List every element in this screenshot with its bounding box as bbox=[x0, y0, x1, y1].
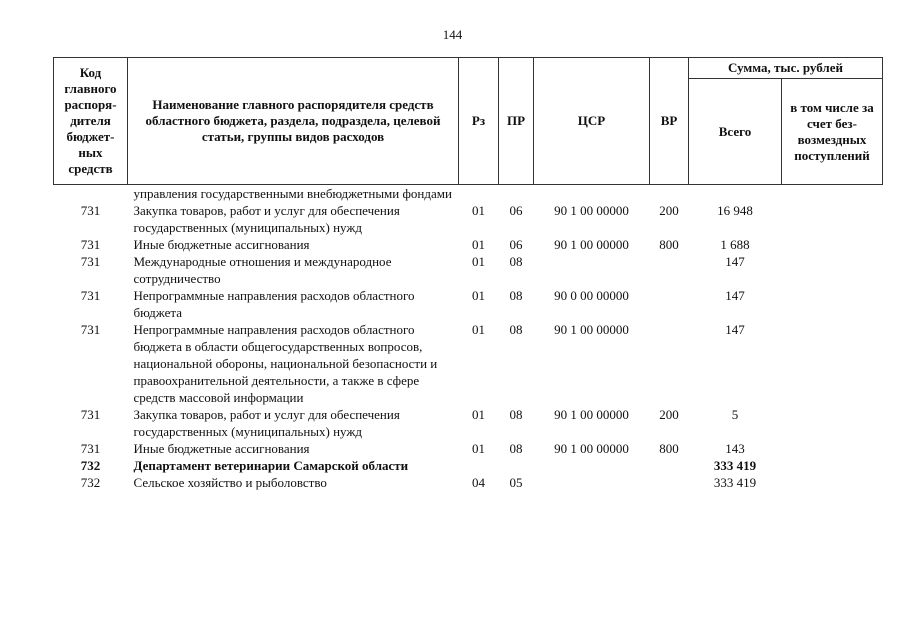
cell-csr bbox=[534, 474, 650, 491]
header-sum: Сумма, тыс. рублей bbox=[689, 58, 883, 79]
budget-table bbox=[53, 57, 883, 491]
cell-csr bbox=[534, 253, 650, 287]
cell-rz: 01 bbox=[472, 407, 485, 422]
table-row bbox=[54, 253, 883, 287]
cell-vr bbox=[650, 457, 689, 474]
cell-rz: 01 bbox=[472, 322, 485, 337]
cell-gratuitous bbox=[782, 236, 883, 253]
cell-total: 16 948 bbox=[717, 203, 753, 218]
cell-gratuitous bbox=[782, 440, 883, 457]
table-row bbox=[54, 457, 883, 474]
cell-total: 147 bbox=[725, 288, 745, 303]
cell-csr: 90 1 00 00000 bbox=[554, 322, 629, 337]
table-row bbox=[54, 474, 883, 491]
cell-name: Закупка товаров, работ и услуг для обеспечения государственных (муниципальных) нужд bbox=[133, 407, 400, 439]
cell-rz: 01 bbox=[472, 203, 485, 218]
cell-total bbox=[689, 185, 782, 203]
cell-gratuitous bbox=[782, 321, 883, 406]
cell-gratuitous bbox=[782, 457, 883, 474]
cell-name: Международные отношения и международное сотрудничество bbox=[133, 254, 392, 286]
cell-name: Непрограммные направления расходов областного бюджета в области общегосударственных вопросов, национальной обороны, национальной безопасности и правоохранительной деятельности, а также в сфере средств массовой информации bbox=[133, 322, 438, 405]
cell-csr: 90 1 00 00000 bbox=[554, 441, 629, 456]
cell-gratuitous bbox=[782, 474, 883, 491]
cell-vr bbox=[650, 185, 689, 203]
cell-vr: 200 bbox=[659, 203, 679, 218]
cell-code: 731 bbox=[80, 203, 101, 218]
table-row bbox=[54, 236, 883, 253]
cell-name: Непрограммные направления расходов областного бюджета bbox=[133, 288, 415, 320]
table-body bbox=[54, 185, 883, 492]
header-pr: ПР bbox=[499, 58, 534, 185]
cell-vr bbox=[650, 474, 689, 491]
cell-csr: 90 1 00 00000 bbox=[554, 203, 629, 218]
cell-rz: 01 bbox=[472, 237, 485, 252]
header-total: Всего bbox=[689, 79, 782, 185]
cell-name: Закупка товаров, работ и услуг для обеспечения государственных (муниципальных) нужд bbox=[133, 203, 400, 235]
page-number: 144 bbox=[442, 27, 463, 42]
header-csr: ЦСР bbox=[534, 58, 650, 185]
table-row bbox=[54, 287, 883, 321]
cell-csr: 90 0 00 00000 bbox=[554, 288, 629, 303]
cell-vr: 800 bbox=[659, 237, 679, 252]
cell-code: 731 bbox=[80, 288, 101, 303]
cell-total: 143 bbox=[725, 441, 745, 456]
cell-total: 333 419 bbox=[713, 475, 757, 490]
header-name: Наименование главного распорядителя средств областного бюджета, раздела, подраздела, целевой статьи, группы видов расходов bbox=[128, 58, 459, 185]
cell-pr: 08 bbox=[509, 441, 523, 456]
table-row bbox=[54, 202, 883, 236]
header-gratuitous: в том числе за счет без-возмездных поступлений bbox=[782, 79, 883, 185]
cell-vr bbox=[650, 287, 689, 321]
table-header bbox=[54, 58, 883, 185]
table-row bbox=[54, 185, 883, 203]
cell-code: 731 bbox=[80, 237, 101, 252]
cell-total: 147 bbox=[725, 322, 745, 337]
cell-pr: 08 bbox=[509, 254, 523, 269]
cell-name: Иные бюджетные ассигнования bbox=[133, 441, 310, 456]
cell-gratuitous bbox=[782, 287, 883, 321]
cell-csr: 90 1 00 00000 bbox=[554, 407, 629, 422]
cell-name: управления государственными внебюджетными фондами bbox=[133, 186, 452, 201]
cell-pr bbox=[499, 185, 534, 203]
cell-pr: 05 bbox=[509, 475, 523, 490]
header-code: Код главного распоря-дителя бюджет-ных средств bbox=[54, 58, 128, 185]
cell-code: 732 bbox=[80, 475, 101, 490]
cell-code: 731 bbox=[80, 407, 101, 422]
cell-code: 732 bbox=[80, 458, 101, 473]
cell-rz: 01 bbox=[472, 254, 485, 269]
cell-code: 731 bbox=[80, 441, 101, 456]
cell-vr: 800 bbox=[659, 441, 679, 456]
cell-code: 731 bbox=[80, 322, 101, 337]
cell-gratuitous bbox=[782, 406, 883, 440]
cell-name: Сельское хозяйство и рыболовство bbox=[133, 475, 327, 490]
cell-vr: 200 bbox=[659, 407, 679, 422]
header-rz: Рз bbox=[459, 58, 499, 185]
table-row bbox=[54, 406, 883, 440]
cell-total: 5 bbox=[731, 407, 739, 422]
cell-rz: 01 bbox=[472, 288, 485, 303]
cell-name: Департамент ветеринарии Самарской области bbox=[133, 458, 409, 473]
cell-rz: 04 bbox=[472, 475, 485, 490]
header-vr: ВР bbox=[650, 58, 689, 185]
cell-rz: 01 bbox=[472, 441, 485, 456]
cell-gratuitous bbox=[782, 185, 883, 203]
cell-pr: 06 bbox=[509, 203, 523, 218]
table-row bbox=[54, 440, 883, 457]
cell-csr bbox=[534, 457, 650, 474]
cell-pr: 08 bbox=[509, 288, 523, 303]
cell-pr: 06 bbox=[509, 237, 523, 252]
cell-vr bbox=[650, 321, 689, 406]
cell-code bbox=[54, 185, 128, 203]
cell-name: Иные бюджетные ассигнования bbox=[133, 237, 310, 252]
cell-gratuitous bbox=[782, 253, 883, 287]
cell-csr bbox=[534, 185, 650, 203]
cell-vr bbox=[650, 253, 689, 287]
cell-rz bbox=[459, 185, 499, 203]
cell-rz bbox=[459, 457, 499, 474]
cell-gratuitous bbox=[782, 202, 883, 236]
cell-code: 731 bbox=[80, 254, 101, 269]
table-row bbox=[54, 321, 883, 406]
cell-csr: 90 1 00 00000 bbox=[554, 237, 629, 252]
cell-total: 1 688 bbox=[720, 237, 750, 252]
cell-pr: 08 bbox=[509, 322, 523, 337]
cell-pr bbox=[499, 457, 534, 474]
cell-total: 147 bbox=[725, 254, 745, 269]
cell-total: 333 419 bbox=[713, 458, 757, 473]
cell-pr: 08 bbox=[509, 407, 523, 422]
